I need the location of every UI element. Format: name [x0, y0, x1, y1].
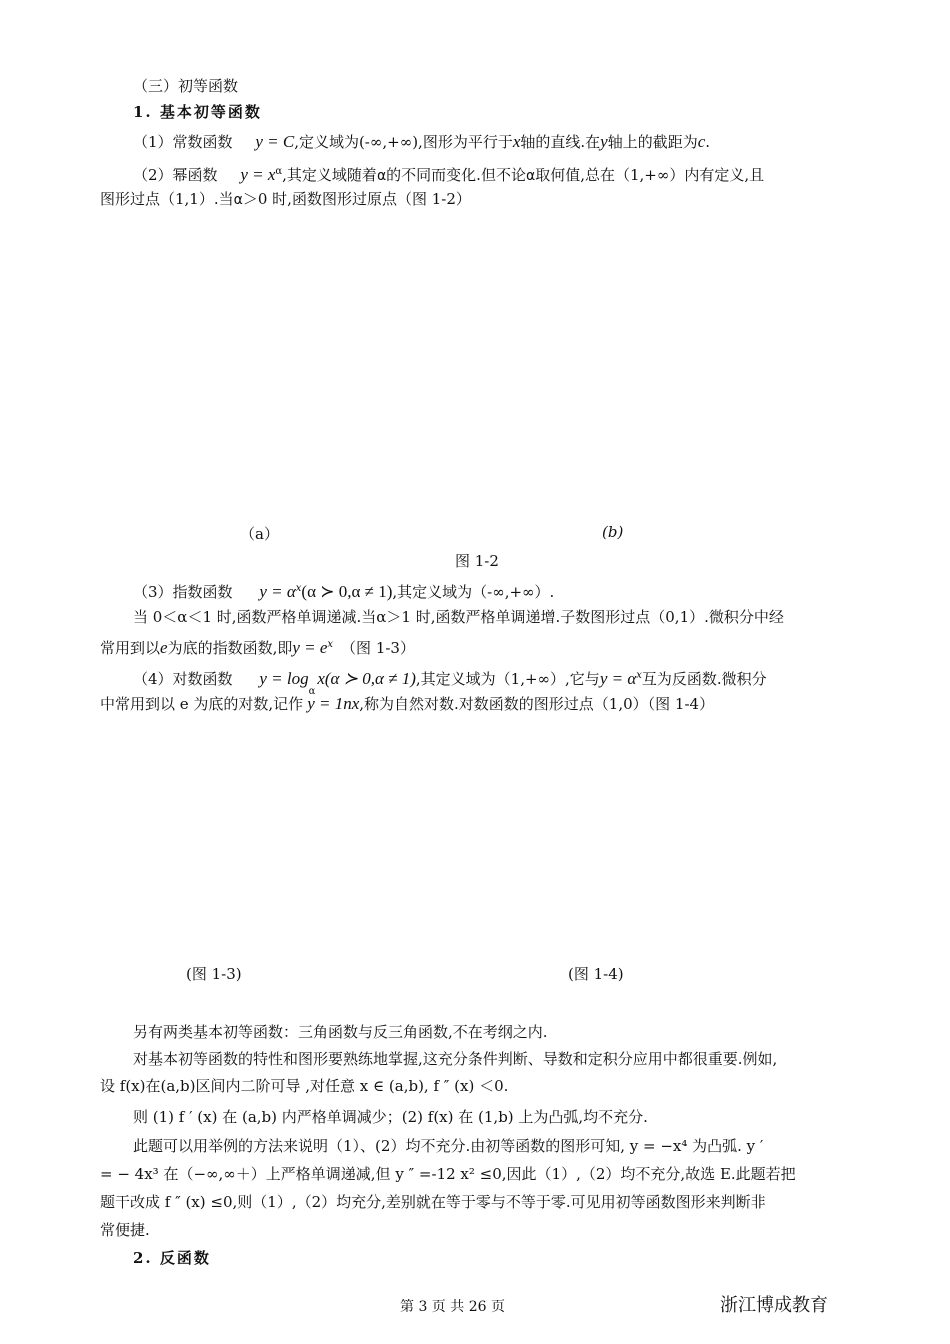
exp-function-label: （3）指数函数: [133, 583, 233, 601]
para-importance-1: 对基本初等函数的特性和图形要熟练地掌握,这充分条件判断、导数和定积分应用中都很重要.例如,: [133, 1050, 778, 1068]
figure-1-3-caption: (图 1-3): [186, 965, 242, 983]
power-alpha-sup: α: [275, 166, 283, 177]
section-heading: （三）初等函数: [133, 77, 239, 95]
constant-function-end: .: [705, 133, 711, 151]
exp-function-formula: y = α: [259, 582, 296, 601]
power-function-formula: y = x: [240, 165, 276, 184]
var-x: x: [512, 132, 521, 151]
exp-function-line-3: [100, 634, 415, 659]
var-c: c: [697, 132, 706, 151]
brand-name: 浙江博成教育: [720, 1295, 828, 1316]
subheading-basic-functions: 1. 基本初等函数: [133, 103, 262, 121]
exp-formula-e: y = e: [292, 638, 328, 657]
constant-function-text-b: 轴的直线.在: [520, 133, 601, 151]
log-function-label: （4）对数函数: [133, 670, 233, 688]
power-function-text-c: 取何值,总在（1,+∞）内有定义,且: [535, 166, 765, 184]
para-explain-4: 常便捷.: [100, 1221, 150, 1239]
power-function-line: [133, 161, 764, 187]
log-line2-a: 中常用到以 e 为底的对数,记作: [100, 695, 304, 713]
exp-sup-x: x: [295, 583, 302, 594]
log-line2-b: ,称为自然对数.对数函数的图形过点（1,0）（图 1-4）: [359, 695, 715, 713]
para-explain-1: 此题可以用举例的方法来说明（1）、(2）均不充分.由初等函数的图形可知, y = −x⁴ 为凸弧. y ′: [133, 1137, 764, 1155]
log-sub-alpha: α: [308, 686, 316, 697]
figure-1-2-area: [100, 220, 850, 510]
power-function-line-2: [100, 188, 471, 211]
exp-function-condition: (α ≻ 0,α ≠ 1): [301, 582, 393, 601]
exp-line3-c: （图 1-3）: [341, 639, 415, 657]
log-function-condition: x(α ≻ 0,α ≠ 1): [317, 669, 416, 688]
var-y: y: [600, 132, 608, 151]
power-function-line2-b: ＞0 时,函数图形过原点（图 1-2）: [242, 190, 471, 208]
exp-function-text: ,其定义域为（-∞,+∞）.: [392, 583, 555, 601]
constant-function-formula: y = C: [255, 132, 295, 151]
log-formula2: y = α: [599, 669, 637, 688]
log-sup2-x: x: [636, 670, 642, 681]
exp-function-line-2: 当 0＜α＜1 时,函数严格单调递减.当α＞1 时,函数严格单调递增.子数图形过点（0,1）.微积分中经: [133, 608, 784, 626]
figure-1-4-caption: (图 1-4): [568, 965, 624, 983]
power-function-line2-a: 图形过点（1,1）.当: [100, 190, 234, 208]
subheading-inverse-function: 2. 反函数: [133, 1249, 211, 1267]
exp-sup2-x: x: [327, 639, 334, 650]
log-function-formula: y = log: [259, 669, 309, 688]
alpha-symbol: α: [233, 192, 243, 208]
constant-function-label: （1）常数函数: [133, 133, 233, 151]
constant-function-line: [133, 131, 710, 153]
log-function-text-b: 互为反函数.微积分: [641, 670, 767, 688]
constant-function-text-a: ,定义域为(-∞,+∞),图形为平行于: [294, 133, 513, 151]
power-function-label: （2）幂函数: [133, 166, 218, 184]
var-e: e: [160, 638, 168, 657]
para-then: 则 (1) f ′ (x) 在 (a,b) 内严格单调减少；(2) f(x) 在 (1,b) 上为凸弧,均不充分.: [133, 1108, 648, 1126]
exponential-function-line: [133, 578, 554, 603]
page-number: 第 3 页 共 26 页: [400, 1299, 505, 1315]
constant-function-text-c: 轴上的截距为: [607, 133, 698, 151]
para-importance-2: 设 f(x)在(a,b)区间内二阶可导 ,对任意 x ∈ (a,b), f ″ (x) ＜0.: [100, 1077, 509, 1095]
log-function-text-a: ,其定义域为（1,+∞）,它与: [415, 670, 600, 688]
figure-1-2-sub-b: (b): [602, 523, 624, 541]
exp-line3-a: 常用到以: [100, 639, 161, 657]
para-explain-3: 题干改成 f ″ (x) ≤0,则（1）,（2）均充分,差别就在等于零与不等于零.可见用初等函数图形来判断非: [100, 1193, 766, 1211]
alpha-symbol: α: [525, 168, 536, 184]
figure-1-3-1-4-area: [100, 725, 850, 955]
power-function-text-a: ,其定义域随着: [282, 166, 377, 184]
exp-line3-b: 为底的指数函数,即: [167, 639, 293, 657]
power-function-text-b: 的不同而变化.但不论: [386, 166, 526, 184]
figure-1-2-caption: 图 1-2: [455, 552, 499, 570]
log-formula3: y = 1nx: [307, 694, 360, 713]
para-other-functions: 另有两类基本初等函数：三角函数与反三角函数,不在考纲之内.: [133, 1023, 548, 1041]
alpha-symbol: α: [376, 168, 387, 184]
log-function-line-2: [100, 693, 714, 715]
figure-1-2-sub-a: （a）: [240, 525, 279, 543]
para-explain-2: = − 4x³ 在（−∞,∞＋）上严格单调递减,但 y ″ =-12 x² ≤0,因此（1）,（2）均不充分,故选 E.此题若把: [100, 1165, 796, 1183]
